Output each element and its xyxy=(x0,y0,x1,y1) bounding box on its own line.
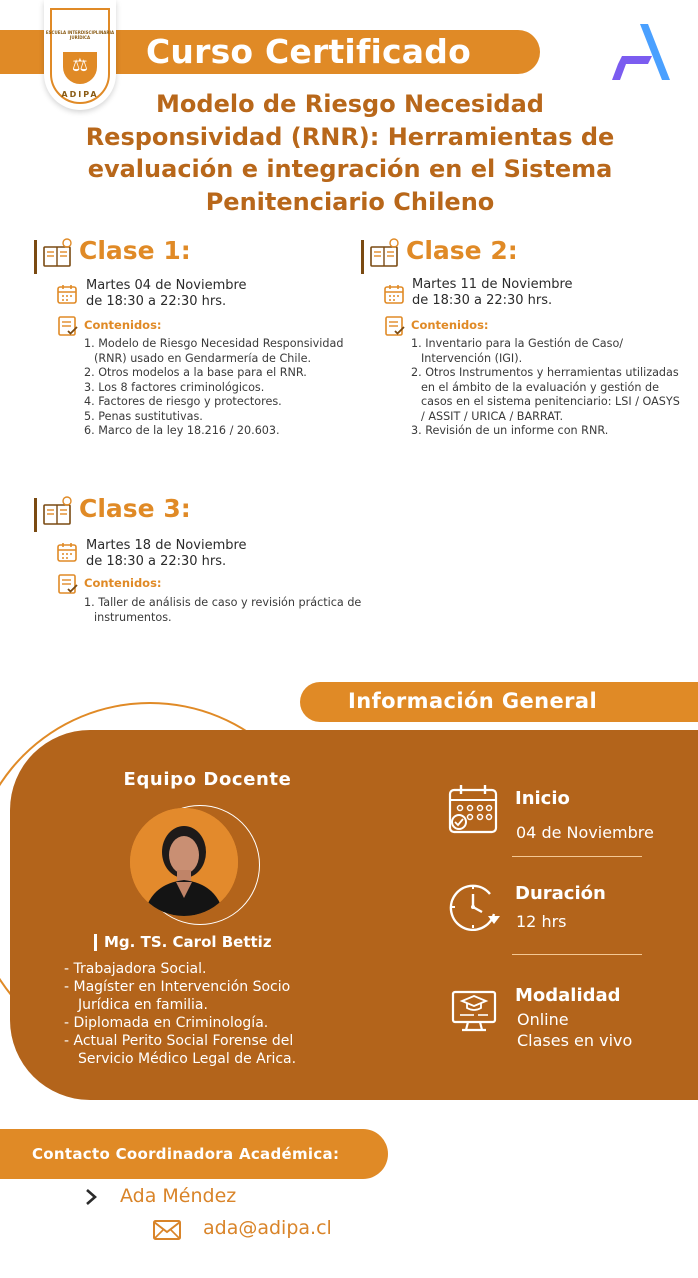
mail-icon xyxy=(152,1219,182,1241)
info-section-title: Información General xyxy=(348,689,598,713)
modality-value-1: Online xyxy=(517,1010,569,1029)
book-lightbulb-icon xyxy=(43,496,73,526)
contact-name: Ada Méndez xyxy=(120,1185,237,1207)
chevron-right-icon xyxy=(84,1188,98,1206)
list-item: 1. Inventario para la Gestión de Caso/ Intervención (IGI). xyxy=(411,337,624,365)
list-item: - Magíster en Intervención Socio Jurídica en familia. xyxy=(64,979,291,1013)
teacher-photo xyxy=(130,808,238,916)
class-2-items xyxy=(411,337,683,439)
list-item: 2. Otros modelos a la base para el RNR. xyxy=(84,366,307,379)
list-item: 6. Marco de la ley 18.216 / 20.603. xyxy=(84,424,280,437)
adipa-brand-icon xyxy=(612,22,670,82)
calendar-check-icon xyxy=(446,782,500,836)
book-lightbulb-icon xyxy=(370,238,400,268)
list-item: 3. Revisión de un informe con RNR. xyxy=(411,424,609,437)
class-2-heading: Clase 2: xyxy=(406,236,518,265)
start-label: Inicio xyxy=(515,788,570,809)
calendar-icon xyxy=(56,283,78,305)
class-1-heading: Clase 1: xyxy=(79,236,191,265)
clock-icon xyxy=(446,880,500,934)
contact-label: Contacto Coordinadora Académica: xyxy=(32,1145,340,1163)
divider xyxy=(512,954,642,955)
checklist-icon xyxy=(57,315,79,337)
credentials-list xyxy=(64,960,326,1068)
calendar-icon xyxy=(383,283,405,305)
list-item: - Trabajadora Social. xyxy=(64,961,207,977)
class-1-date: Martes 04 de Noviembre de 18:30 a 22:30 hrs. xyxy=(86,278,247,309)
class-3-date: Martes 18 de Noviembre de 18:30 a 22:30 hrs. xyxy=(86,538,247,569)
duration-label: Duración xyxy=(515,883,606,904)
divider xyxy=(512,856,642,857)
modality-label: Modalidad xyxy=(515,985,621,1006)
online-class-icon xyxy=(448,982,502,1036)
class-3-bar xyxy=(34,498,37,532)
book-lightbulb-icon xyxy=(43,238,73,268)
name-bar xyxy=(94,934,97,951)
duration-value: 12 hrs xyxy=(516,912,567,931)
class-2-date: Martes 11 de Noviembre de 18:30 a 22:30 hrs. xyxy=(412,277,573,308)
list-item: 1. Modelo de Riesgo Necesidad Responsividad (RNR) usado en Gendarmería de Chile. xyxy=(84,337,344,365)
class-1-contents-label: Contenidos: xyxy=(84,318,162,332)
list-item: 2. Otros Instrumentos y herramientas utilizadas en el ámbito de la evaluación y gestión de casos en el sistema penitenciario: LSI / OASYS / ASSIT / URICA / BARRAT. xyxy=(411,366,680,423)
calendar-icon xyxy=(56,541,78,563)
start-value: 04 de Noviembre xyxy=(516,823,654,842)
banner-title: Curso Certificado xyxy=(146,32,471,71)
list-item: 4. Factores de riesgo y protectores. xyxy=(84,395,282,408)
scale-icon: ⚖ xyxy=(71,55,89,76)
class-3-heading: Clase 3: xyxy=(79,494,191,523)
modality-value-2: Clases en vivo xyxy=(517,1031,633,1050)
list-item: - Actual Perito Social Forense del Servicio Médico Legal de Arica. xyxy=(64,1033,297,1067)
class-1-items xyxy=(84,337,364,439)
teacher-name: Mg. TS. Carol Bettiz xyxy=(104,933,272,951)
list-item: 3. Los 8 factores criminológicos. xyxy=(84,380,265,394)
class-3-contents-label: Contenidos: xyxy=(84,576,162,590)
list-item: - Diplomada en Criminología. xyxy=(64,1015,269,1031)
class-3-items xyxy=(84,596,366,625)
list-item: 1. Taller de análisis de caso y revisión práctica de instrumentos. xyxy=(84,596,362,624)
team-title: Equipo Docente xyxy=(123,769,292,790)
class-2-contents-label: Contenidos: xyxy=(411,318,489,332)
checklist-icon xyxy=(384,315,406,337)
contact-email-link[interactable]: ada@adipa.cl xyxy=(203,1217,332,1239)
course-title: Modelo de Riesgo Necesidad Responsividad (RNR): Herramientas de evaluación e integración en el Sistema Penitenciario Chileno xyxy=(85,90,615,216)
logo-top-text: ESCUELA INTERDISCIPLINARIA JURÍDICA xyxy=(45,30,115,40)
logo-bottom-text: ADIPA xyxy=(61,90,99,99)
class-1-bar xyxy=(34,240,37,274)
checklist-icon xyxy=(57,573,79,595)
class-2-bar xyxy=(361,240,364,274)
avatar xyxy=(130,808,238,916)
list-item: 5. Penas sustitutivas. xyxy=(84,409,203,423)
